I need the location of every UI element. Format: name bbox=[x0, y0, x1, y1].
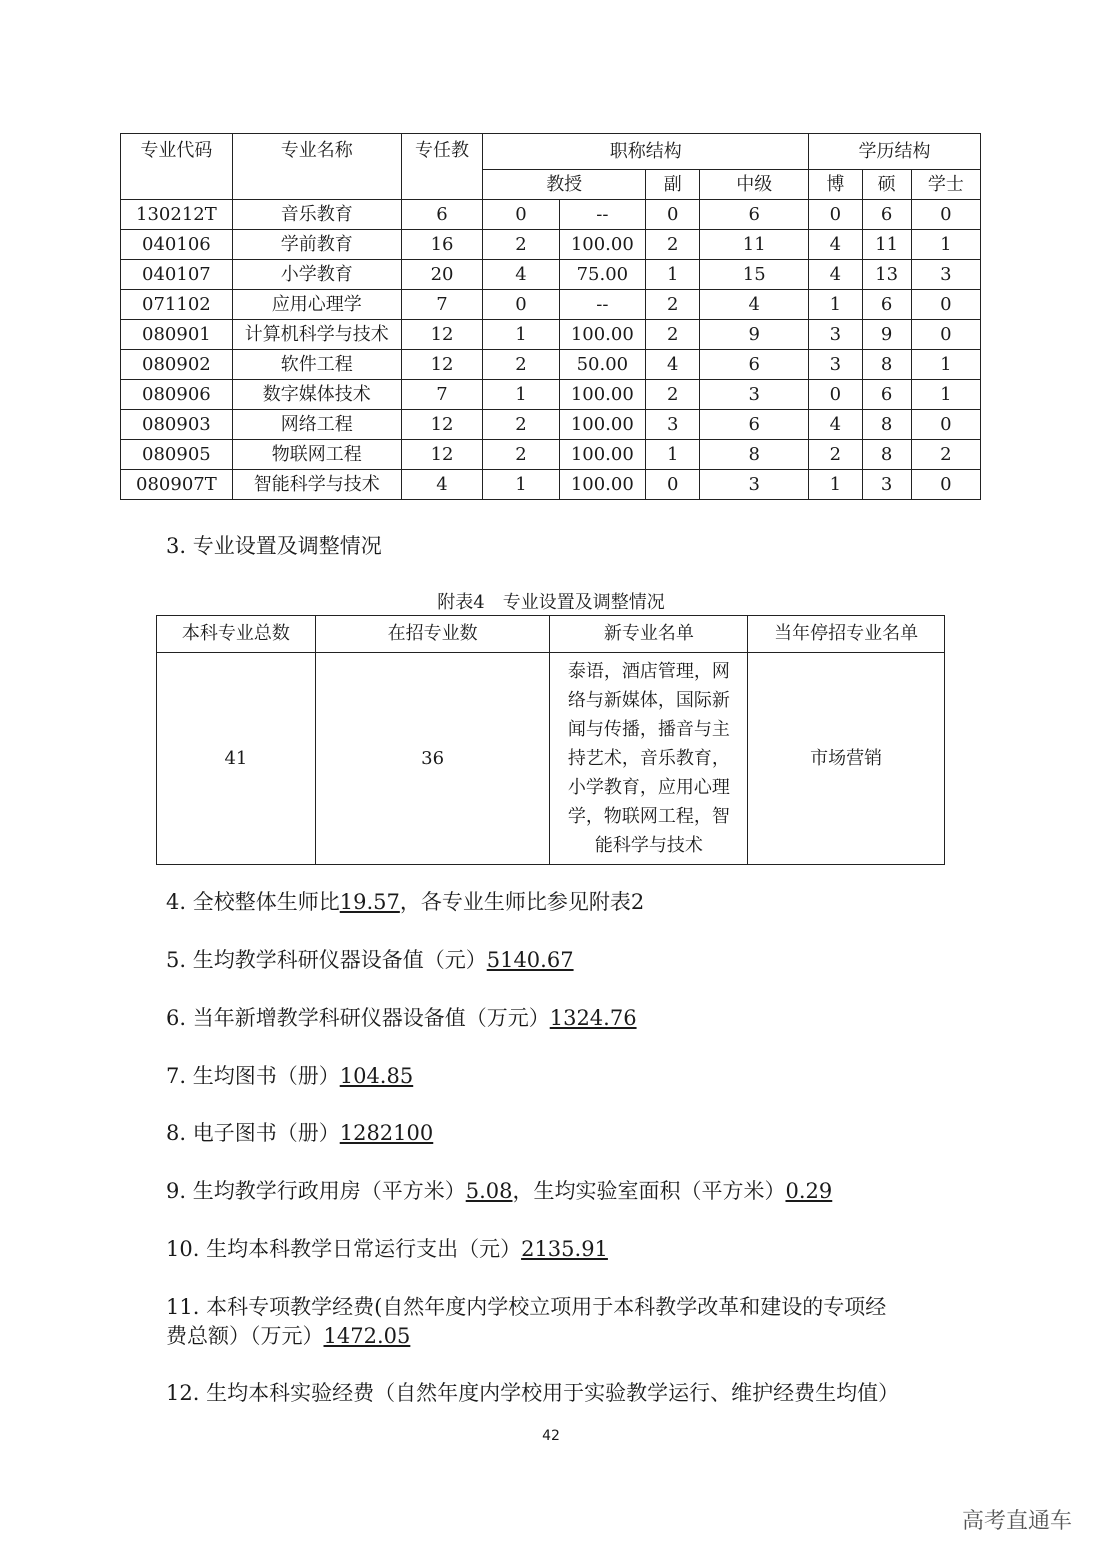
table-row bbox=[121, 260, 981, 290]
table-cell: 080906 bbox=[121, 380, 233, 410]
table-row bbox=[121, 350, 981, 380]
table-cell: 2 bbox=[809, 440, 862, 470]
table-cell: 12 bbox=[401, 410, 483, 440]
item-10: 10. 生均本科教学日常运行支出（元）2135.91 bbox=[166, 1237, 608, 1261]
table-cell: 8 bbox=[700, 440, 809, 470]
table-cell: 50.00 bbox=[559, 350, 645, 380]
table-cell: 100.00 bbox=[559, 440, 645, 470]
total-majors-value: 41 bbox=[157, 653, 316, 865]
item-8: 8. 电子图书（册）1282100 bbox=[166, 1121, 434, 1145]
table-cell: 2 bbox=[646, 320, 700, 350]
table-cell: 4 bbox=[401, 470, 483, 500]
table-cell: 0 bbox=[911, 320, 980, 350]
table-cell: 数字媒体技术 bbox=[232, 380, 401, 410]
item-4: 4. 全校整体生师比19.57，各专业生师比参见附表2 bbox=[166, 890, 645, 914]
table-cell: 2 bbox=[646, 230, 700, 260]
table-cell: 物联网工程 bbox=[232, 440, 401, 470]
header-bachelor: 学士 bbox=[911, 170, 980, 200]
table-cell: 100.00 bbox=[559, 470, 645, 500]
table-cell: 0 bbox=[911, 410, 980, 440]
table-cell: 1 bbox=[646, 260, 700, 290]
table-cell: 0 bbox=[911, 200, 980, 230]
books-per-student: 104.85 bbox=[339, 1064, 414, 1088]
table-cell: 6 bbox=[862, 380, 911, 410]
header-doctor: 博 bbox=[809, 170, 862, 200]
major-setting-table bbox=[156, 615, 945, 865]
table-cell: 040107 bbox=[121, 260, 233, 290]
table-cell: 7 bbox=[401, 290, 483, 320]
new-major-line: 闻与传播，播音与主 bbox=[567, 719, 730, 740]
faculty-structure-table bbox=[120, 133, 981, 500]
item-9: 9. 生均教学行政用房（平方米）5.08，生均实验室面积（平方米）0.29 bbox=[166, 1179, 833, 1203]
header-professor: 教授 bbox=[483, 170, 646, 200]
table-cell: 2 bbox=[911, 440, 980, 470]
table-cell: 080907T bbox=[121, 470, 233, 500]
table-cell: 6 bbox=[700, 350, 809, 380]
equipment-per-student: 5140.67 bbox=[486, 948, 574, 972]
table-row bbox=[121, 410, 981, 440]
table-cell: 0 bbox=[646, 200, 700, 230]
table-cell: 6 bbox=[862, 290, 911, 320]
enrolling-majors-value: 36 bbox=[315, 653, 550, 865]
table-cell: 音乐教育 bbox=[232, 200, 401, 230]
item-11-line2: 费总额）（万元）1472.05 bbox=[166, 1324, 411, 1348]
table-cell: 2 bbox=[646, 290, 700, 320]
table-cell: 11 bbox=[700, 230, 809, 260]
new-major-line: 能科学与技术 bbox=[594, 835, 703, 856]
table-cell: 7 bbox=[401, 380, 483, 410]
table-cell: 0 bbox=[911, 290, 980, 320]
student-teacher-ratio: 19.57 bbox=[339, 890, 400, 914]
table-cell: 3 bbox=[862, 470, 911, 500]
new-major-line: 小学教育，应用心理 bbox=[567, 777, 730, 798]
item-11-line1: 11. 本科专项教学经费(自然年度内学校立项用于本科教学改革和建设的专项经 bbox=[166, 1295, 887, 1319]
table-cell: 6 bbox=[700, 410, 809, 440]
table-cell: 9 bbox=[862, 320, 911, 350]
table-cell: 2 bbox=[483, 410, 559, 440]
table-row bbox=[121, 320, 981, 350]
header-associate: 副 bbox=[646, 170, 700, 200]
table-cell: 100.00 bbox=[559, 320, 645, 350]
section-3-heading: 3. 专业设置及调整情况 bbox=[166, 534, 382, 558]
table-cell: 3 bbox=[809, 350, 862, 380]
table-cell: 071102 bbox=[121, 290, 233, 320]
table-cell: 8 bbox=[862, 350, 911, 380]
header-intermediate: 中级 bbox=[700, 170, 809, 200]
header-teachers: 专任教 bbox=[401, 134, 483, 200]
table-cell: 6 bbox=[862, 200, 911, 230]
table-cell: 080905 bbox=[121, 440, 233, 470]
table-cell: -- bbox=[559, 200, 645, 230]
table-cell: 1 bbox=[646, 440, 700, 470]
header-title-structure: 职称结构 bbox=[483, 134, 809, 170]
table-cell: 20 bbox=[401, 260, 483, 290]
table-cell: 2 bbox=[483, 350, 559, 380]
table-row bbox=[121, 230, 981, 260]
table-cell: 智能科学与技术 bbox=[232, 470, 401, 500]
table-cell: 2 bbox=[646, 380, 700, 410]
table-cell: 2 bbox=[483, 230, 559, 260]
table-cell: 75.00 bbox=[559, 260, 645, 290]
table-cell: 080902 bbox=[121, 350, 233, 380]
table-cell: 4 bbox=[809, 260, 862, 290]
header-enrolling-majors: 在招专业数 bbox=[315, 616, 550, 653]
table-row bbox=[121, 200, 981, 230]
table-cell: 1 bbox=[911, 380, 980, 410]
table-cell: 0 bbox=[809, 200, 862, 230]
table-cell: 软件工程 bbox=[232, 350, 401, 380]
new-major-line: 络与新媒体，国际新 bbox=[567, 690, 730, 711]
new-major-line: 持艺术，音乐教育， bbox=[567, 748, 730, 769]
admin-space-per-student: 5.08 bbox=[465, 1179, 513, 1203]
table-cell: 应用心理学 bbox=[232, 290, 401, 320]
table-cell: 1 bbox=[483, 380, 559, 410]
table-cell: 4 bbox=[809, 410, 862, 440]
stopped-majors-value: 市场营销 bbox=[748, 653, 945, 865]
table-cell: 0 bbox=[483, 200, 559, 230]
table-cell: 0 bbox=[911, 470, 980, 500]
table-cell: -- bbox=[559, 290, 645, 320]
daily-expense-per-student: 2135.91 bbox=[521, 1237, 608, 1261]
table-cell: 1 bbox=[809, 470, 862, 500]
table-cell: 8 bbox=[862, 410, 911, 440]
header-new-majors: 新专业名单 bbox=[550, 616, 748, 653]
special-teaching-funds: 1472.05 bbox=[323, 1324, 411, 1348]
new-major-line: 泰语，酒店管理，网 bbox=[567, 661, 730, 682]
table-cell: 1 bbox=[911, 350, 980, 380]
table-row bbox=[121, 290, 981, 320]
table-cell: 计算机科学与技术 bbox=[232, 320, 401, 350]
table-cell: 4 bbox=[483, 260, 559, 290]
lab-space-per-student: 0.29 bbox=[785, 1179, 833, 1203]
table-cell: 130212T bbox=[121, 200, 233, 230]
table-cell: 1 bbox=[911, 230, 980, 260]
header-code: 专业代码 bbox=[121, 134, 233, 200]
table-cell: 3 bbox=[911, 260, 980, 290]
table-cell: 15 bbox=[700, 260, 809, 290]
table-cell: 12 bbox=[401, 440, 483, 470]
table-cell: 100.00 bbox=[559, 380, 645, 410]
table-cell: 1 bbox=[483, 320, 559, 350]
table-cell: 4 bbox=[700, 290, 809, 320]
table-cell: 小学教育 bbox=[232, 260, 401, 290]
table-cell: 3 bbox=[700, 470, 809, 500]
table-cell: 网络工程 bbox=[232, 410, 401, 440]
table-cell: 9 bbox=[700, 320, 809, 350]
table-cell: 13 bbox=[862, 260, 911, 290]
header-stopped-majors: 当年停招专业名单 bbox=[748, 616, 945, 653]
table-row bbox=[121, 440, 981, 470]
table-cell: 080901 bbox=[121, 320, 233, 350]
table2-caption: 附表4 专业设置及调整情况 bbox=[437, 592, 665, 613]
table-cell: 3 bbox=[646, 410, 700, 440]
ebooks-count: 1282100 bbox=[339, 1121, 434, 1145]
table-cell: 0 bbox=[646, 470, 700, 500]
new-majors-list bbox=[550, 653, 748, 865]
table-cell: 2 bbox=[483, 440, 559, 470]
item-7: 7. 生均图书（册）104.85 bbox=[166, 1064, 414, 1088]
table-cell: 6 bbox=[700, 200, 809, 230]
table-cell: 100.00 bbox=[559, 410, 645, 440]
watermark: 高考直通车 bbox=[961, 1509, 1072, 1534]
header-name: 专业名称 bbox=[232, 134, 401, 200]
item-12: 12. 生均本科实验经费（自然年度内学校用于实验教学运行、维护经费生均值） bbox=[166, 1381, 900, 1405]
table-cell: 040106 bbox=[121, 230, 233, 260]
table-cell: 100.00 bbox=[559, 230, 645, 260]
header-total-majors: 本科专业总数 bbox=[157, 616, 316, 653]
header-master: 硕 bbox=[862, 170, 911, 200]
table-row bbox=[121, 380, 981, 410]
table-cell: 1 bbox=[483, 470, 559, 500]
table-cell: 12 bbox=[401, 350, 483, 380]
table-cell: 4 bbox=[646, 350, 700, 380]
new-major-line: 学，物联网工程，智 bbox=[567, 806, 730, 827]
page-number: 42 bbox=[542, 1428, 560, 1444]
table-cell: 080903 bbox=[121, 410, 233, 440]
item-6: 6. 当年新增教学科研仪器设备值（万元）1324.76 bbox=[166, 1006, 637, 1030]
new-equipment-value: 1324.76 bbox=[549, 1006, 637, 1030]
header-degree-structure: 学历结构 bbox=[809, 134, 981, 170]
table-cell: 0 bbox=[809, 380, 862, 410]
table-cell: 1 bbox=[809, 290, 862, 320]
table-cell: 11 bbox=[862, 230, 911, 260]
table-cell: 8 bbox=[862, 440, 911, 470]
table-cell: 12 bbox=[401, 320, 483, 350]
table-cell: 3 bbox=[700, 380, 809, 410]
item-5: 5. 生均教学科研仪器设备值（元）5140.67 bbox=[166, 948, 574, 972]
table-cell: 6 bbox=[401, 200, 483, 230]
table-row bbox=[121, 470, 981, 500]
table-cell: 0 bbox=[483, 290, 559, 320]
table-cell: 学前教育 bbox=[232, 230, 401, 260]
table-cell: 16 bbox=[401, 230, 483, 260]
table-cell: 4 bbox=[809, 230, 862, 260]
table-cell: 3 bbox=[809, 320, 862, 350]
